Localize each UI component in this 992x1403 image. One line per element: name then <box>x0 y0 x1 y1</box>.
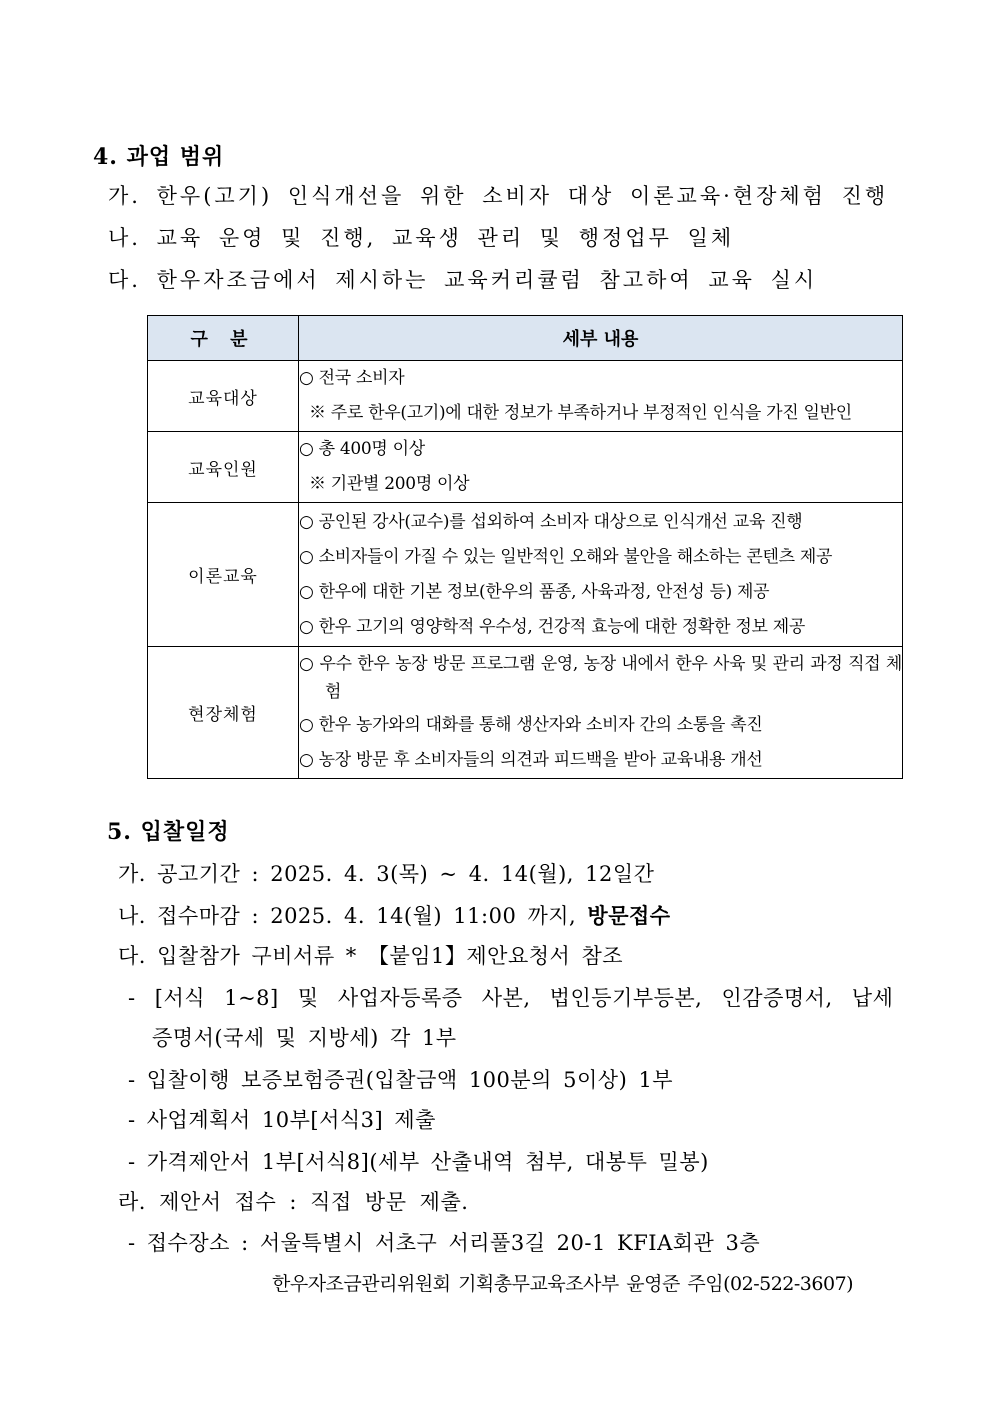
row-category: 교육인원 <box>148 432 299 503</box>
row-detail <box>299 647 903 779</box>
row-detail <box>299 361 903 432</box>
submission-place: - 접수장소 : 서울특별시 서초구 서리풀3길 20-1 KFIA회관 3층 <box>128 1231 761 1255</box>
scope-table <box>147 315 903 779</box>
schedule-na-bold: 방문접수 <box>587 903 671 928</box>
detail-line: ○ 총 400명 이상 <box>299 439 425 459</box>
schedule-na <box>118 900 671 930</box>
table-row <box>148 503 903 647</box>
detail-line: ○ 우수 한우 농장 방문 프로그램 운영, 농장 내에서 한우 사육 및 관리 과정 직접 체험 <box>299 653 902 702</box>
detail-line: ○ 공인된 강사(교수)를 섭외하여 소비자 대상으로 인식개선 교육 진행 <box>299 511 803 532</box>
detail-note: ※ 기관별 200명 이상 <box>309 474 470 494</box>
section-4-item-da: 다. 한우자조금에서 제시하는 교육커리큘럼 참고하여 교육 실시 <box>108 268 818 292</box>
schedule-na-text: 나. 접수마감 : 2025. 4. 14(월) 11:00 까지, <box>118 904 588 928</box>
row-category: 현장체험 <box>148 647 299 779</box>
doc-item-3: - 사업계획서 10부[서식3] 제출 <box>128 1108 436 1132</box>
doc-item-1-cont: 증명서(국세 및 지방세) 각 1부 <box>152 1026 457 1050</box>
table-header-row <box>148 316 903 361</box>
row-category: 교육대상 <box>148 361 299 432</box>
header-detail: 세부 내용 <box>299 316 903 361</box>
row-category: 이론교육 <box>148 503 299 647</box>
detail-line: ○ 한우에 대한 기본 정보(한우의 품종, 사육과정, 안전성 등) 제공 <box>299 581 770 602</box>
schedule-ga: 가. 공고기간 : 2025. 4. 3(목) ~ 4. 14(월), 12일간 <box>118 862 655 886</box>
schedule-ra: 라. 제안서 접수 : 직접 방문 제출. <box>118 1190 469 1214</box>
doc-item-4: - 가격제안서 1부[서식8](세부 산출내역 첨부, 대봉투 밀봉) <box>128 1150 709 1174</box>
row-detail <box>299 503 903 647</box>
detail-note: ※ 주로 한우(고기)에 대한 정보가 부족하거나 부정적인 인식을 가진 일반인 <box>309 403 852 423</box>
detail-line: ○ 한우 고기의 영양학적 우수성, 건강적 효능에 대한 정확한 정보 제공 <box>299 616 805 637</box>
detail-line: ○ 소비자들이 가질 수 있는 일반적인 오해와 불안을 해소하는 콘텐츠 제공 <box>299 546 833 567</box>
detail-line: ○ 전국 소비자 <box>299 368 405 388</box>
section-5-title: 5. 입찰일정 <box>107 819 230 845</box>
detail-line: ○ 농장 방문 후 소비자들의 의견과 피드백을 받아 교육내용 개선 <box>299 749 763 770</box>
section-4-item-ga: 가. 한우(고기) 인식개선을 위한 소비자 대상 이론교육·현장체험 진행 <box>108 184 889 208</box>
doc-item-1: - [서식 1~8] 및 사업자등록증 사본, 법인등기부등본, 인감증명서, 납세 <box>128 986 894 1010</box>
table-row <box>148 432 903 503</box>
schedule-da: 다. 입찰참가 구비서류 * 【붙임1】제안요청서 참조 <box>118 944 624 968</box>
detail-line: ○ 한우 농가와의 대화를 통해 생산자와 소비자 간의 소통을 촉진 <box>299 714 763 735</box>
header-category: 구 분 <box>148 316 299 361</box>
contact-person: 한우자조금관리위원회 기획총무교육조사부 윤영준 주임(02-522-3607) <box>272 1273 854 1295</box>
table-row <box>148 361 903 432</box>
table-row <box>148 647 903 779</box>
row-detail <box>299 432 903 503</box>
doc-item-2: - 입찰이행 보증보험증권(입찰금액 100분의 5이상) 1부 <box>128 1068 674 1092</box>
section-4-item-na: 나. 교육 운영 및 진행, 교육생 관리 및 행정업무 일체 <box>108 226 735 250</box>
section-4-title: 4. 과업 범위 <box>93 144 225 170</box>
